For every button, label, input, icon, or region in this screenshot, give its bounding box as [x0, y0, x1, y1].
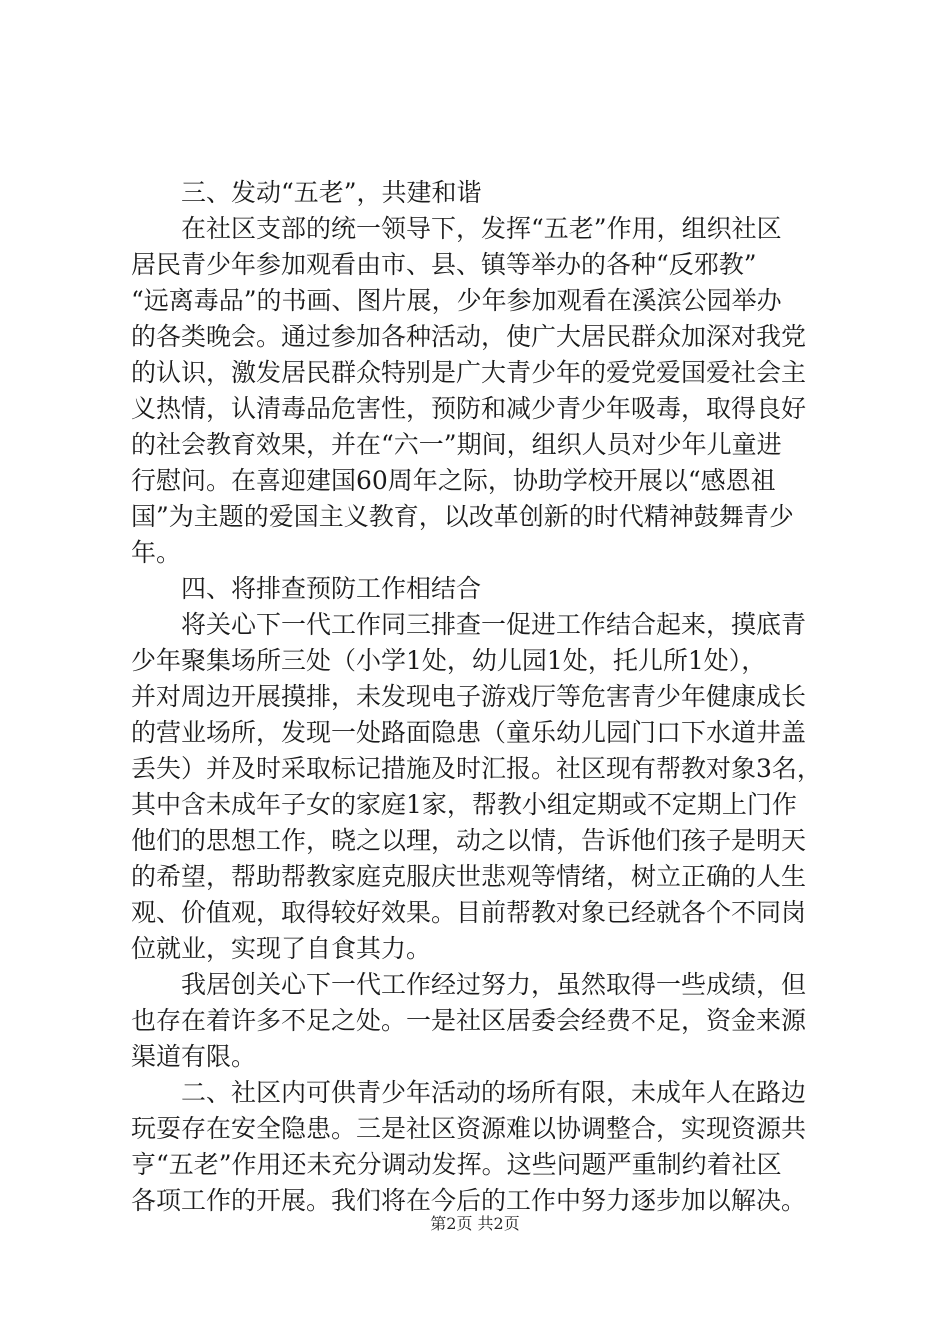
paragraph-line: 行慰问。在喜迎建国60周年之际，协助学校开展以“感恩祖 [131, 466, 776, 495]
paragraph-line: 国”为主题的爱国主义教育，以改革创新的时代精神鼓舞青少 [131, 502, 794, 531]
section-heading-4: 四、将排查预防工作相结合 [181, 574, 482, 603]
section-heading-3: 三、发动“五老”，共建和谐 [181, 178, 482, 207]
paragraph-line: 位就业，实现了自食其力。 [131, 934, 432, 963]
paragraph-line: 年。 [131, 538, 182, 567]
paragraph-line: 居民青少年参加观看由市、县、镇等举办的各种“反邪教” [131, 250, 757, 279]
paragraph-line: 他们的思想工作，晓之以理，动之以情，告诉他们孩子是明天 [131, 826, 807, 855]
paragraph-line: 的希望，帮助帮教家庭克服庆世悲观等情绪，树立正确的人生 [131, 862, 807, 891]
paragraph-line: 义热情，认清毒品危害性，预防和减少青少年吸毒，取得良好 [131, 394, 807, 423]
paragraph-line: 并对周边开展摸排，未发现电子游戏厅等危害青少年健康成长 [131, 682, 807, 711]
paragraph-line: 丢失）并及时采取标记措施及时汇报。社区现有帮教对象3名， [131, 754, 822, 783]
paragraph-line: 观、价值观，取得较好效果。目前帮教对象已经就各个不同岗 [131, 898, 807, 927]
paragraph-line: “远离毒品”的书画、图片展，少年参加观看在溪滨公园举办 [131, 286, 782, 315]
paragraph-line: 的各类晚会。通过参加各种活动，使广大居民群众加深对我党 [131, 322, 807, 351]
paragraph-line: 二、社区内可供青少年活动的场所有限，未成年人在路边 [181, 1078, 807, 1107]
paragraph-line: 的认识，激发居民群众特别是广大青少年的爱党爱国爱社会主 [131, 358, 807, 387]
paragraph-line: 我居创关心下一代工作经过努力，虽然取得一些成绩，但 [181, 970, 807, 999]
paragraph-line: 亨“五老”作用还未充分调动发挥。这些问题严重制约着社区 [131, 1150, 782, 1179]
paragraph-line: 的营业场所，发现一处路面隐患（童乐幼儿园门口下水道井盖 [131, 718, 807, 747]
page-number-footer: 第2页 共2页 [430, 1214, 520, 1233]
paragraph-line: 在社区支部的统一领导下，发挥“五老”作用，组织社区 [181, 214, 782, 243]
paragraph-line: 少年聚集场所三处（小学1处，幼儿园1处，托儿所1处）， [131, 646, 767, 675]
paragraph-line: 也存在着许多不足之处。一是社区居委会经费不足，资金来源 [131, 1006, 807, 1035]
paragraph-line: 玩耍存在安全隐患。三是社区资源难以协调整合，实现资源共 [131, 1114, 807, 1143]
paragraph-line: 渠道有限。 [131, 1042, 257, 1071]
paragraph-line: 的社会教育效果，并在“六一”期间，组织人员对少年儿童进 [131, 430, 782, 459]
paragraph-line: 将关心下一代工作同三排查一促进工作结合起来，摸底青 [181, 610, 807, 639]
paragraph-line: 各项工作的开展。我们将在今后的工作中努力逐步加以解决。 [131, 1186, 807, 1215]
paragraph-line: 其中含未成年子女的家庭1家，帮教小组定期或不定期上门作 [131, 790, 797, 819]
